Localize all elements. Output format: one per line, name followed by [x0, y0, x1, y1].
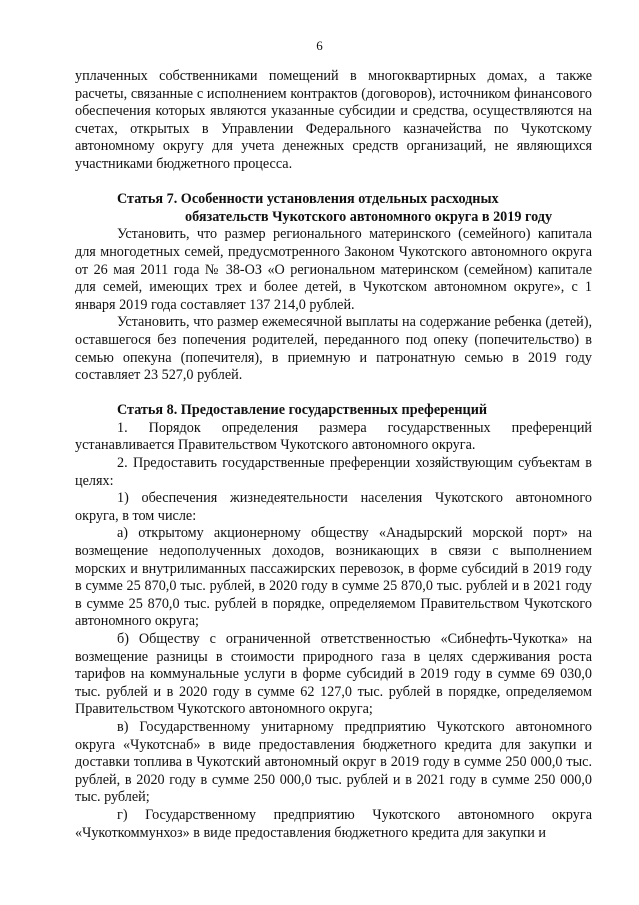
article-8-paragraph-1: 1. Порядок определения размера государственных преференций устанавливается Правительством Чукотского автономного округа. — [75, 419, 592, 454]
document-body — [75, 68, 592, 842]
article-7-title-line2: обязательств Чукотского автономного округа в 2019 году — [185, 208, 553, 225]
article-7-paragraph-1: Установить, что размер регионального материнского (семейного) капитала для многодетных семей, предусмотренного Законом Чукотского автономного округа от 26 мая 2011 года № 38-ОЗ «О региональном материнском (семейном) капитале для семей, имеющих трех и более детей, в Чукотском автономном округе», с 1 января 2019 года составляет 137 214,0 рублей. — [75, 226, 592, 313]
article-8-title: Статья 8. Предоставление государственных преференций — [117, 402, 488, 419]
article-8-paragraph-3: 1) обеспечения жизнедеятельности населения Чукотского автономного округа, в том числе: — [75, 490, 592, 524]
article-8-item-a: а) открытому акционерному обществу «Анадырский морской порт» на возмещение недополученных доходов, возникающих в связи с выполнением морских и внутрилиманных пассажирских перевозок, в форме субсидий в 2019 году в сумме 25 870,0 тыс. рублей, в 2020 году в сумме 25 870,0 тыс. рублей и в 2021 году в сумме 25 870,0 тыс. рублей в порядке, определяемом Правительством Чукотского автономного округа; — [75, 525, 592, 630]
article-8-item-g: г) Государственному предприятию Чукотского автономного округа «Чукоткоммунхоз» в виде предоставления бюджетного кредита для закупки и — [75, 806, 592, 841]
page-number: 6 — [316, 38, 323, 53]
article-7-paragraph-2: Установить, что размер ежемесячной выплаты на содержание ребенка (детей), оставшегося без попечения родителей, переданного под опеку (попечительство) в семью опекуна (попечителя), в приемную и патронатную семью в 2019 году составляет 23 527,0 рублей. — [75, 314, 592, 384]
article-7-title — [75, 191, 592, 226]
article-8-item-v: в) Государственному унитарному предприятию Чукотского автономного округа «Чукотснаб» в виде предоставления бюджетного кредита для закупки и доставки топлива в Чукотский автономный округ в 2019 году в сумме 250 000,0 тыс. рублей, в 2020 году в сумме 250 000,0 тыс. рублей и в 2021 году в сумме 250 000,0 тыс. рублей; — [75, 718, 592, 806]
article-8-paragraph-2: 2. Предоставить государственные преференции хозяйствующим субъектам в целях: — [75, 455, 592, 489]
article-8-item-b: б) Обществу с ограниченной ответственностью «Сибнефть-Чукотка» на возмещение разницы в стоимости природного газа в целях сдерживания роста тарифов на коммунальные услуги в форме субсидий в 2019 году в сумме 69 030,0 тыс. рублей и в 2020 году в сумме 62 127,0 тыс. рублей в порядке, определяемом Правительством Чукотского автономного округа; — [75, 631, 592, 718]
paragraph-continuation: уплаченных собственниками помещений в многоквартирных домах, а также расчеты, связанные с исполнением контрактов (договоров), источником финансового обеспечения которых являются указанные субсидии и средства, осуществляются на счетах, открытых в Управлении Федерального казначейства по Чукотскому автономному округу для учета денежных средств организаций, не являющихся участниками бюджетного процесса. — [75, 68, 592, 172]
article-7-title-line1: Статья 7. Особенности установления отдельных расходных — [117, 191, 499, 208]
